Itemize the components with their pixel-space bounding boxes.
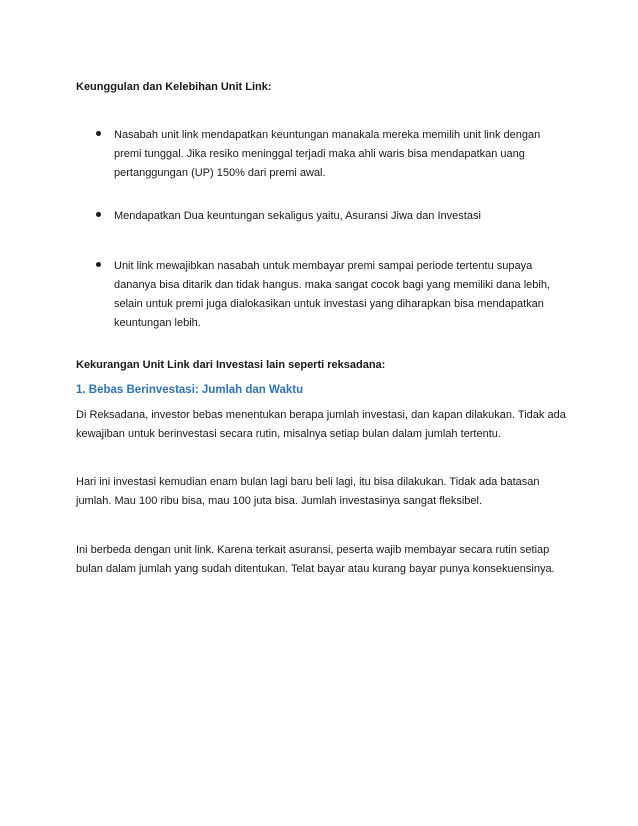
bullet-icon [96,212,101,217]
advantage-text: Mendapatkan Dua keuntungan sekaligus yaitu, Asuransi Jiwa dan Investasi [114,210,481,222]
disadvantages-heading: Kekurangan Unit Link dari Investasi lain seperti reksadana: [76,359,386,371]
advantages-heading: Keunggulan dan Kelebihan Unit Link: [76,81,272,93]
body-paragraph: Hari ini investasi kemudian enam bulan lagi baru beli lagi, itu bisa dilakukan. Tidak ada batasan jumlah. Mau 100 ribu bisa, mau 100 juta bisa. Jumlah investasinya sangat fleksibel. [76,476,540,507]
body-paragraph: Di Reksadana, investor bebas menentukan berapa jumlah investasi, dan kapan dilakukan. Tidak ada kewajiban untuk berinvestasi secara rutin, misalnya setiap bulan dalam jumlah tertentu. [76,409,566,440]
body-paragraph: Ini berbeda dengan unit link. Karena terkait asuransi, peserta wajib membayar secara rutin setiap bulan dalam jumlah yang sudah ditentukan. Telat bayar atau kurang bayar punya konsekuensinya. [76,544,555,575]
bullet-icon [96,262,101,267]
bullet-icon [96,131,101,136]
advantage-text: Unit link mewajibkan nasabah untuk membayar premi sampai periode tertentu supaya dananya bisa ditarik dan tidak hangus. maka sangat cocok bagi yang memiliki dana lebih, selain untuk premi juga dialokasikan untuk investasi yang diharapkan bisa mendapatkan keuntungan lebih. [114,260,550,329]
advantage-text: Nasabah unit link mendapatkan keuntungan manakala mereka memilih unit link dengan premi tunggal. Jika resiko meninggal terjadi maka ahli waris bisa mendapatkan uang pertanggungan (UP) 150% dari premi awal. [114,129,541,179]
subsection-title: 1. Bebas Berinvestasi: Jumlah dan Waktu [76,384,304,396]
